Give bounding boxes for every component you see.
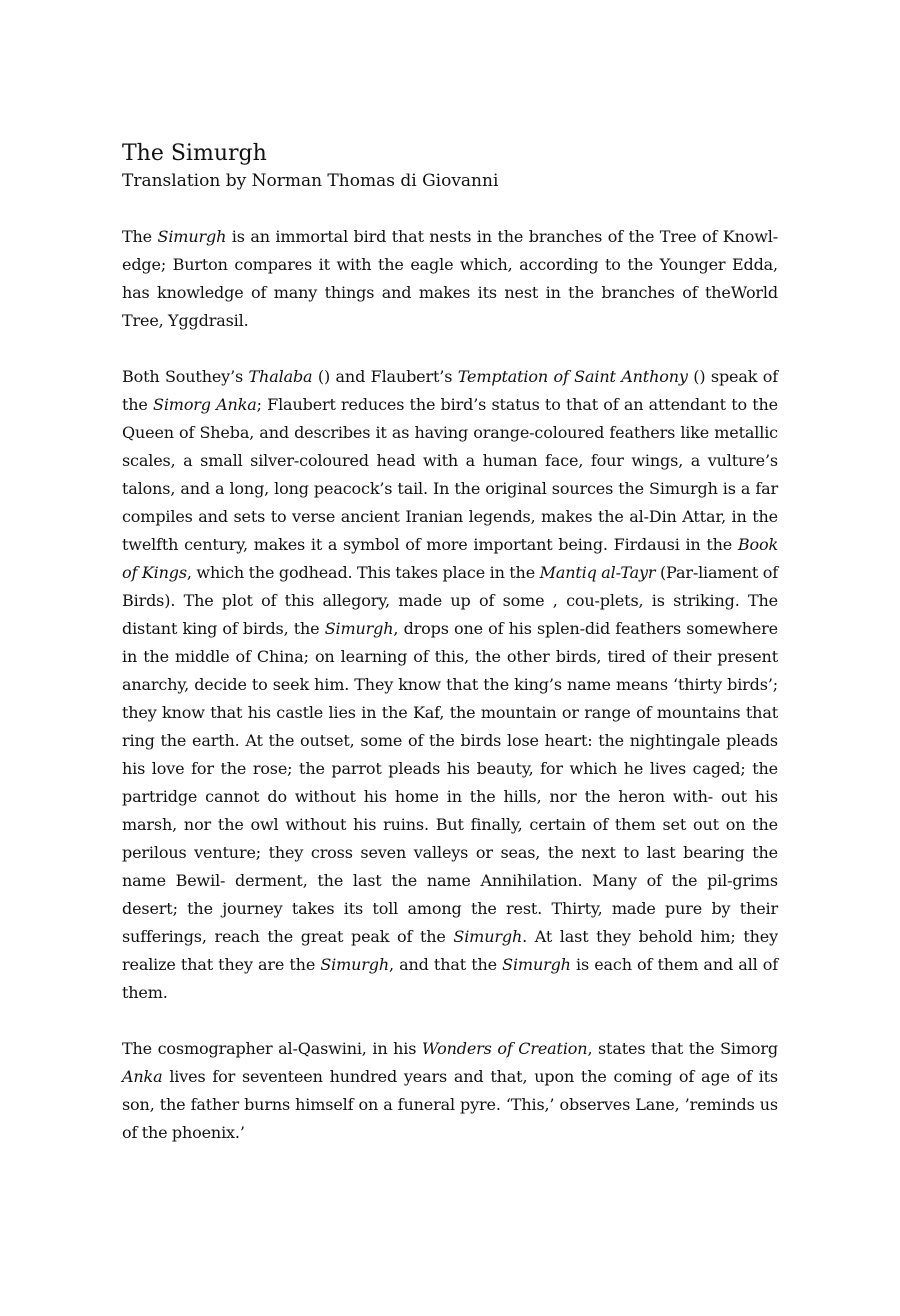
italic-phrase: Simorg Anka [153, 395, 257, 414]
italic-phrase: Anka [122, 1067, 163, 1086]
document-body [122, 223, 778, 1147]
italic-phrase: Simurgh [453, 927, 523, 946]
paragraph-3: The cosmographer al-Qaswini, in his Wonders of Creation, states that the Simorg Anka lives for seventeen hundred years and that, upon the coming of age of its son, the father burns himself on a funeral pyre. ‘This,’ observes Lane, ’reminds us of the phoenix.’ [122, 1039, 778, 1142]
paragraph-2: Both Southey’s Thalaba () and Flaubert’s Temptation of Saint Anthony () speak of the Simorg Anka; Flaubert reduces the bird’s status to that of an attendant to the Queen of Sheba, and describes it as having orange-coloured feathers like metallic scales, a small silver-coloured head with a human face, four wings, a vulture’s talons, and a long, long peacock’s tail. In the original sources the Simurgh is a far compiles and sets to verse ancient Iranian legends, makes the al-Din Attar, in the twelfth century, makes it a symbol of more important being. Firdausi in the Book of Kings, which the godhead. This takes place in the Mantiq al-Tayr (Par-liament of Birds). The plot of this allegory, made up of some , cou-plets, is striking. The distant king of birds, the Simurgh, drops one of his splen-did feathers somewhere in the middle of China; on learning of this, the other birds, tired of their present anarchy, decide to seek him. They know that the king’s name means ‘thirty birds’; they know that his castle lies in the Kaf, the mountain or range of mountains that ring the earth. At the outset, some of the birds lose heart: the nightingale pleads his love for the rose; the parrot pleads his beauty, for which he lives caged; the partridge cannot do without his home in the hills, nor the heron with- out his marsh, nor the owl without his ruins. But finally, certain of them set out on the perilous venture; they cross seven valleys or seas, the next to last bearing the name Bewil- derment, the last the name Annihilation. Many of the pil-grims desert; the journey takes its toll among the rest. Thirty, made pure by their sufferings, reach the great peak of the Simurgh. At last they behold him; they realize that they are the Simurgh, and that the Simurgh is each of them and all of them. [122, 367, 779, 1002]
document-title: The Simurgh [122, 141, 267, 166]
document-page [122, 140, 778, 1175]
italic-phrase: Book of Kings [122, 535, 778, 582]
italic-phrase: Temptation of Saint Anthony [457, 367, 688, 386]
italic-phrase: Simurgh [320, 955, 390, 974]
italic-phrase: Wonders of Creation [421, 1039, 588, 1058]
italic-phrase: Simurgh [157, 227, 227, 246]
italic-phrase: Simurgh [502, 955, 571, 974]
paragraph-1: The Simurgh is an immortal bird that nests in the branches of the Tree of Knowl-edge; Burton compares it with the eagle which, according to the Younger Edda, has knowledge of many things and makes its nest in the branches of theWorld Tree, Yggdrasil. [122, 227, 778, 330]
italic-phrase: Thalaba [248, 367, 313, 386]
italic-phrase: Simurgh [324, 619, 394, 638]
document-subtitle: Translation by Norman Thomas di Giovanni [122, 171, 499, 191]
italic-phrase: Mantiq al-Tayr [539, 563, 656, 582]
